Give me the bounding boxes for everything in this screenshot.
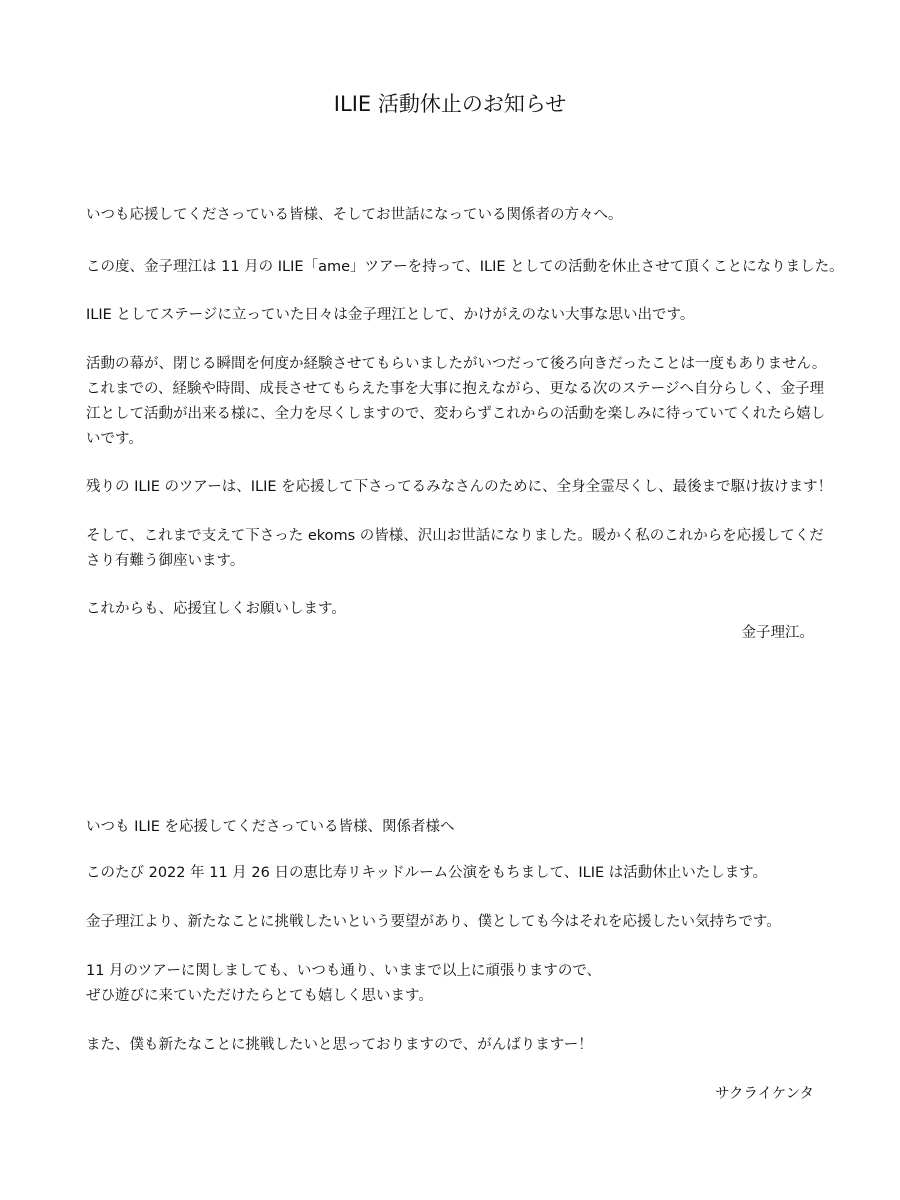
letter-line: また、僕も新たなことに挑戦したいと思っておりますので、がんばりますー！ [86, 1037, 593, 1053]
letter-line: 残りの ILIE のツアーは、ILIE を応援して下さってるみなさんのために、全身全霊尽くし、最後まで駆け抜けます！ [86, 479, 833, 495]
letter-line: ぜひ遊びに来ていただけたらとても嬉しく思います。 [86, 988, 433, 1004]
signature-kaneko: 金子理江。 [741, 625, 814, 641]
letter-line: さり有難う御座います。 [86, 553, 245, 569]
letter-line: いつも応援してくださっている皆様、そしてお世話になっている関係者の方々へ。 [86, 207, 623, 223]
page-title: ILIE 活動休止のお知らせ [333, 92, 567, 116]
letter-line: ILIE としてステージに立っていた日々は金子理江として、かけがえのない大事な思い出です。 [86, 307, 695, 323]
letter-line: このたび 2022 年 11 月 26 日の恵比寿リキッドルーム公演をもちまして、ILIE は活動休止いたします。 [86, 865, 768, 881]
letter-line: いです。 [86, 431, 143, 447]
signature-sakurai: サクライケンタ [715, 1086, 814, 1102]
letter-line: 活動の幕が、閉じる瞬間を何度か経験させてもらいましたがいつだって後ろ向きだったことは一度もありません。 [86, 356, 827, 372]
letter-line: そして、これまで支えて下さった ekoms の皆様、沢山お世話になりました。暖かく私のこれからを応援してくだ [86, 528, 824, 544]
letter-line: いつも ILIE を応援してくださっている皆様、関係者様へ [86, 819, 455, 835]
letter-line: 金子理江より、新たなことに挑戦したいという要望があり、僕としても今はそれを応援したい気持ちです。 [86, 914, 781, 930]
letter-line: 11 月のツアーに関しましても、いつも通り、いままで以上に頑張りますので、 [86, 963, 602, 979]
letter-line: これまでの、経験や時間、成長させてもらえた事を大事に抱えながら、更なる次のステージへ自分らしく、金子理 [86, 381, 825, 397]
letter-line: これからも、応援宜しくお願いします。 [86, 601, 346, 617]
letter-line: この度、金子理江は 11 月の ILIE「ame」ツアーを持って、ILIE としての活動を休止させて頂くことになりました。 [86, 259, 844, 275]
letter-line: 江として活動が出来る様に、全力を尽くしますので、変わらずこれからの活動を楽しみに待っていてくれたら嬉し [86, 406, 826, 422]
